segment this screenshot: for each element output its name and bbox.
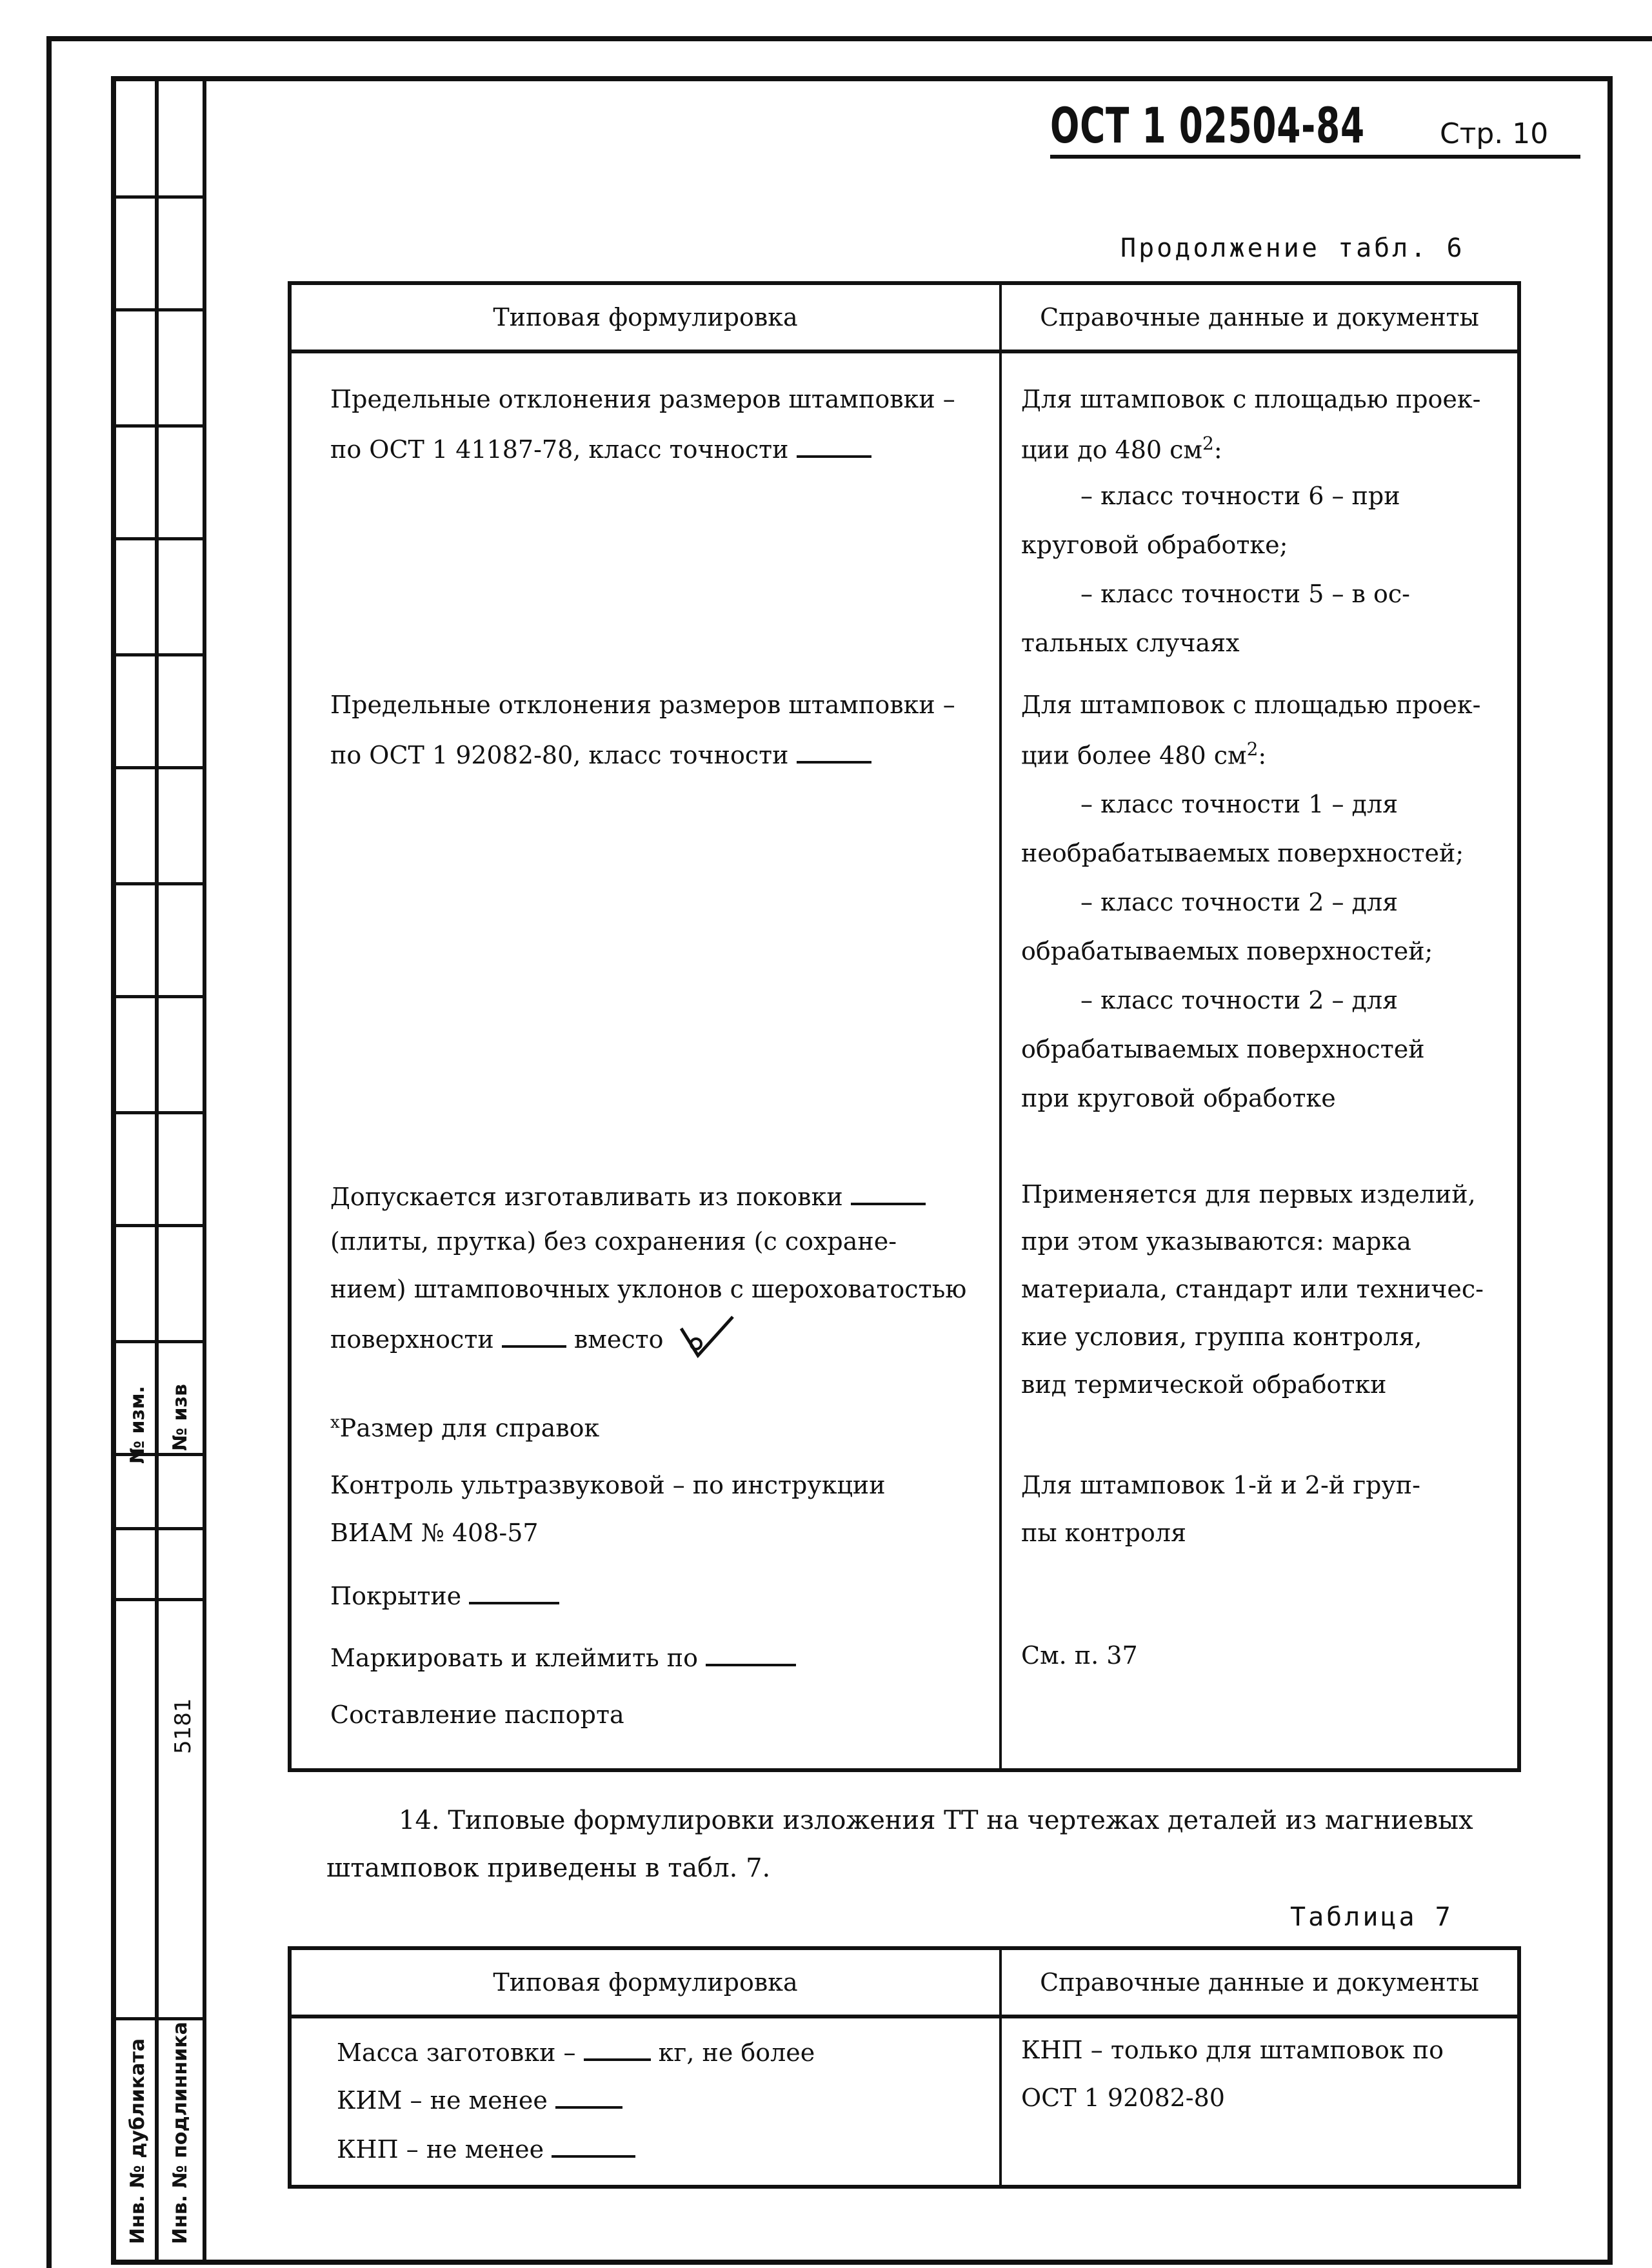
table6-caption: Продолжение табл. 6 — [1120, 233, 1465, 263]
stamp-duplicate-inv: Инв. № дубликата — [126, 2038, 149, 2244]
text-line: Масса заготовки – кг, не более — [337, 2038, 815, 2067]
table6-header-formulation: Типовая формулировка — [290, 283, 1000, 351]
text-line: – класс точности 1 – для — [1080, 790, 1398, 818]
blank-field — [797, 740, 871, 764]
text-line: Для штамповок с площадью проек- — [1021, 691, 1481, 719]
text-line: кие условия, группа контроля, — [1021, 1323, 1422, 1351]
table6-left-cell — [290, 351, 1000, 1770]
table7-header-reference: Справочные данные и документы — [1000, 1948, 1519, 2017]
blank-field — [851, 1182, 926, 1205]
text-line: Составление паспорта — [330, 1701, 624, 1729]
blank-field — [555, 2086, 622, 2109]
text-line: Маркировать и клеймить по — [330, 1643, 796, 1670]
text-line: обрабатываемых поверхностей; — [1021, 937, 1433, 965]
blank-field — [797, 435, 871, 458]
text-line: необрабатываемых поверхностей; — [1021, 839, 1464, 867]
text-line: тальных случаях — [1021, 629, 1240, 657]
blank-field — [706, 1643, 796, 1666]
text-line: – класс точности 6 – при — [1080, 482, 1400, 510]
text-line: (плиты, прутка) без сохранения (с сохране- — [330, 1227, 897, 1256]
text-line: по ОСТ 1 92082-80, класс точности — [330, 740, 871, 767]
table7-left-cell — [290, 2017, 1000, 2187]
stamp-inv-number: 5181 — [170, 1698, 196, 1754]
text-line: – класс точности 2 – для — [1080, 888, 1398, 916]
stamp-change-no: № изм. — [126, 1386, 149, 1464]
text-line: КНП – только для штамповок по — [1021, 2036, 1444, 2064]
table6-header-reference: Справочные данные и документы — [1000, 283, 1519, 351]
document-code: ОСТ 1 02504-84 — [1050, 97, 1365, 154]
outer-frame-top — [46, 36, 1652, 41]
table-6 — [288, 281, 1521, 1772]
text-line: нием) штамповочных уклонов с шероховатостью — [330, 1275, 967, 1303]
table6-right-cell — [1000, 351, 1519, 1770]
text-line: поверхности вместо — [330, 1325, 664, 1354]
paragraph-14-line2: штамповок приведены в табл. 7. — [326, 1853, 771, 1883]
text-line: Контроль ультразвуковой – по инструкции — [330, 1471, 886, 1499]
text-line: – класс точности 2 – для — [1080, 986, 1398, 1014]
text-line: Применяется для первых изделий, — [1021, 1180, 1476, 1208]
blank-field — [552, 2135, 635, 2158]
roughness-symbol-icon — [679, 1314, 737, 1366]
blank-field — [502, 1325, 566, 1348]
blank-field — [584, 2038, 651, 2061]
text-line: Покрытие — [330, 1581, 559, 1608]
outer-frame-left — [46, 36, 52, 2268]
text-line: Допускается изготавливать из поковки — [330, 1182, 926, 1209]
text-line: ВИАМ № 408-57 — [330, 1519, 539, 1547]
text-line: ОСТ 1 92082-80 — [1021, 2084, 1225, 2112]
text-line: обрабатываемых поверхностей — [1021, 1035, 1425, 1063]
text-line: материала, стандарт или техничес- — [1021, 1275, 1484, 1303]
text-line: Предельные отклонения размеров штамповки – — [330, 691, 955, 719]
text-line: Предельные отклонения размеров штамповки – — [330, 385, 955, 413]
table7-right-cell — [1000, 2017, 1519, 2187]
text-line: ции более 480 $см^2$: — [1021, 738, 1267, 770]
text-line: ции до 480 $см^2$: — [1021, 433, 1222, 464]
paragraph-14-line1: 14. Типовые формулировки изложения ТТ на чертежах деталей из магниевых — [399, 1806, 1473, 1835]
stamp-divider — [155, 76, 159, 2265]
text-line: $^х$Размер для справок — [330, 1413, 600, 1443]
text-line: Для штамповок с площадью проек- — [1021, 385, 1481, 413]
page-number: Стр. 10 — [1440, 117, 1549, 150]
table7-caption: Таблица 7 — [1290, 1902, 1453, 1932]
stamp-notice-no: № изв — [169, 1384, 192, 1451]
text-line: КНП – не менее — [337, 2135, 635, 2162]
table-7 — [288, 1946, 1521, 2189]
text-line: КИМ – не менее — [337, 2086, 622, 2113]
stamp-original-inv: Инв. № подлинника — [169, 2022, 192, 2244]
text-line: Для штамповок 1-й и 2-й груп- — [1021, 1471, 1420, 1499]
text-line: при круговой обработке — [1021, 1084, 1336, 1112]
text-line: круговой обработке; — [1021, 531, 1288, 559]
header-underline — [1050, 155, 1580, 159]
table7-header-formulation: Типовая формулировка — [290, 1948, 1000, 2017]
text-line: при этом указываются: марка — [1021, 1227, 1411, 1256]
stamp-columns — [111, 76, 206, 2265]
text-line: – класс точности 5 – в ос- — [1080, 580, 1411, 608]
stamp-divider — [203, 76, 206, 2265]
text-line: пы контроля — [1021, 1519, 1186, 1547]
blank-field — [469, 1581, 559, 1604]
text-line: по ОСТ 1 41187-78, класс точности — [330, 435, 871, 462]
text-line: См. п. 37 — [1021, 1641, 1138, 1670]
text-line: вид термической обработки — [1021, 1370, 1387, 1399]
